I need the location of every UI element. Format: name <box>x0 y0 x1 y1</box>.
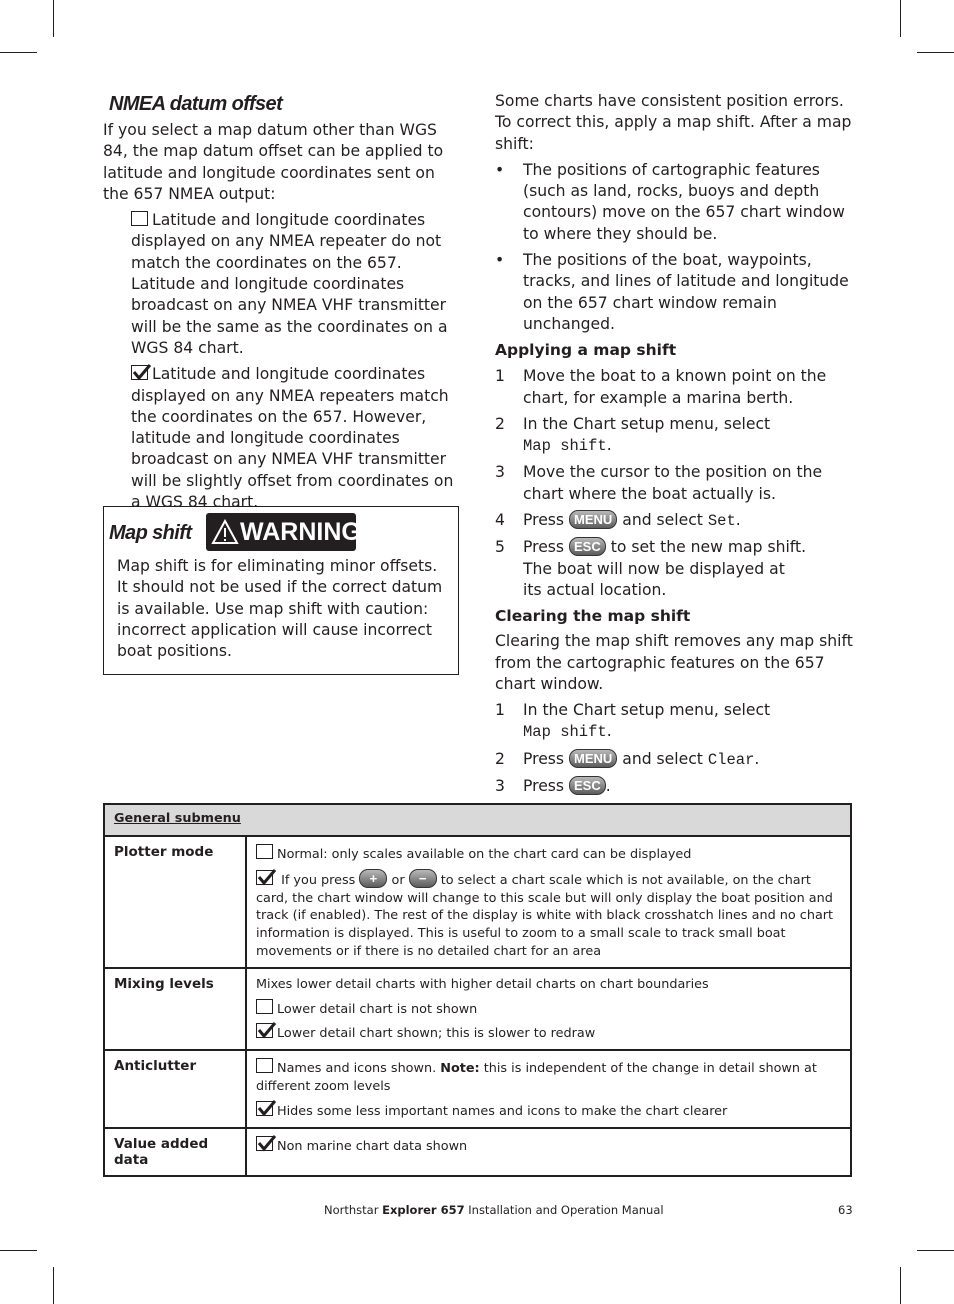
step-text: Press <box>523 749 565 768</box>
crop-mark <box>0 1250 37 1251</box>
step-text: In the Chart setup menu, select <box>523 701 771 720</box>
page-number: 63 <box>838 1203 853 1217</box>
crop-mark <box>53 1267 54 1304</box>
apply-step-1 <box>495 366 855 409</box>
option-checked <box>256 1023 841 1043</box>
step-number: 2 <box>495 414 505 433</box>
nmea-heading: NMEA datum offset <box>109 93 283 115</box>
step-number: 3 <box>495 463 505 482</box>
option-checked <box>256 869 841 961</box>
footer-brand: Northstar <box>324 1203 379 1217</box>
code-text: Map shift <box>523 437 607 456</box>
checkbox-unchecked-icon <box>256 1058 273 1073</box>
table-row <box>104 1050 851 1127</box>
step-text: Move the cursor to the position on the chart where the boat actually is. <box>523 463 823 503</box>
step-number: 3 <box>495 777 505 796</box>
step-text: and select <box>622 749 703 768</box>
checkbox-checked-icon <box>256 870 273 885</box>
table-row <box>104 836 851 968</box>
row-description: Mixes lower detail charts with higher detail charts on chart boundaries <box>256 976 709 992</box>
code-text: Set <box>707 512 736 531</box>
code-text: Map shift <box>523 723 607 742</box>
footer-title: Installation and Operation Manual <box>468 1203 664 1217</box>
warning-label: WARNING <box>240 518 361 546</box>
footer <box>324 1203 664 1217</box>
code-text: Clear <box>707 750 755 769</box>
mapshift-heading: Map shift <box>109 522 192 545</box>
step-number: 2 <box>495 749 505 768</box>
menu-key-icon: MENU <box>569 510 617 529</box>
apply-heading: Applying a map shift <box>495 341 677 360</box>
step-number: 1 <box>495 367 505 386</box>
table-row <box>104 1128 851 1176</box>
apply-step-2: 2 In the Chart setup menu, select Map shift. <box>495 414 771 456</box>
table-header-text: General submenu <box>114 811 241 826</box>
step-text: to set the new map shift. <box>610 538 807 557</box>
step-text: Press <box>523 777 565 796</box>
row-value <box>246 1050 851 1127</box>
nmea-unchecked-text: Latitude and longitude coordinates displayed on any NMEA repeater do not match the coordinates on the 657. Latitude and longitude coordinates broadcast on any NMEA VHF transmitter will be the same as the coordinates on a WGS 84 chart. <box>131 211 448 357</box>
table-row <box>104 968 851 1050</box>
option-text: Normal: only scales available on the chart card can be displayed <box>277 847 692 862</box>
warning-box <box>103 506 459 675</box>
clear-heading: Clearing the map shift <box>495 607 691 626</box>
plus-key-icon: + <box>359 869 387 888</box>
row-value <box>246 836 851 968</box>
row-value <box>246 1128 851 1176</box>
right-column <box>495 91 855 797</box>
option-text: Hides some less important names and icons to make the chart clearer <box>277 1103 728 1119</box>
step-text: Press <box>523 511 565 530</box>
row-label: Plotter mode <box>104 836 246 968</box>
step-number: 4 <box>495 511 505 530</box>
minus-key-icon: − <box>409 869 437 888</box>
checkbox-checked-icon <box>131 365 148 380</box>
step-number: 5 <box>495 538 505 557</box>
option-text: or <box>391 872 405 888</box>
option-text: this is independent of the change in detail shown at different zoom levels <box>256 1061 817 1094</box>
table-header-row <box>104 804 851 836</box>
option-text: If you press <box>281 872 356 888</box>
crop-mark <box>900 1267 901 1304</box>
apply-step-4: 4 Press MENU and select Set. <box>495 511 741 531</box>
esc-key-icon: ESC <box>569 537 606 556</box>
clear-intro: Clearing the map shift removes any map shift from the cartographic features on the 657 chart window. <box>495 632 853 693</box>
option-unchecked <box>256 999 841 1019</box>
row-value <box>246 968 851 1050</box>
option-checked <box>256 1101 841 1121</box>
row-label: Mixing levels <box>104 968 246 1050</box>
step-text: In the Chart setup menu, select <box>523 414 771 433</box>
bullet-item <box>495 250 855 335</box>
crop-mark <box>917 1250 954 1251</box>
note-label: Note: <box>440 1061 480 1077</box>
warning-badge <box>206 513 361 551</box>
clear-step-2: 2 Press MENU and select Clear. <box>495 749 760 769</box>
option-text: Non marine chart data shown <box>277 1138 468 1154</box>
checkbox-unchecked-icon <box>256 844 273 859</box>
warning-triangle-icon <box>211 519 239 545</box>
clear-step-3: 3 Press ESC . <box>495 776 855 797</box>
option-checked <box>256 1136 841 1156</box>
mapshift-intro: Some charts have consistent position errors. To correct this, apply a map shift. After a map shift: <box>495 92 852 153</box>
step-text: Move the boat to a known point on the chart, for example a marina berth. <box>523 367 827 407</box>
step-text: and select <box>622 511 703 530</box>
option-unchecked <box>256 1058 841 1096</box>
checkbox-checked-icon <box>256 1023 273 1038</box>
bullet-text: The positions of cartographic features (such as land, rocks, buoys and depth contours) move on the 657 chart window to where they should be. <box>523 160 845 243</box>
option-text: to select a chart scale which is not available, on the chart card, the chart window will change to this scale but will only display the boat position and track (if enabled). The rest of the display is white with black crosshatch lines and no chart information is displayed. This is useful to zoom to a small scale to track small boat movements or if there is no detailed chart for an area <box>256 872 834 959</box>
crop-mark <box>0 52 37 53</box>
checkbox-unchecked-icon <box>131 211 148 226</box>
footer-product: Explorer 657 <box>382 1203 465 1217</box>
option-unchecked <box>256 844 841 864</box>
row-label: Value added data <box>104 1128 246 1176</box>
checkbox-checked-icon <box>256 1136 273 1151</box>
nmea-intro: If you select a map datum other than WGS 84, the map datum offset can be applied to latitude and longitude coordinates sent on the 657 NMEA output: <box>103 121 444 203</box>
row-label: Anticlutter <box>104 1050 246 1127</box>
crop-mark <box>917 52 954 53</box>
option-text: Lower detail chart shown; this is slower to redraw <box>277 1026 596 1042</box>
menu-key-icon: MENU <box>569 749 617 768</box>
left-column <box>103 92 461 545</box>
table-header <box>104 804 851 836</box>
bullet-icon: • <box>495 251 505 270</box>
esc-key-icon: ESC <box>569 776 606 795</box>
bullet-icon: • <box>495 160 505 179</box>
option-text: Lower detail chart is not shown <box>277 1001 478 1017</box>
step-text: Press <box>523 538 565 557</box>
nmea-option-checked <box>131 364 461 513</box>
apply-step-5 <box>495 537 855 601</box>
step-number: 1 <box>495 701 505 720</box>
nmea-checked-text: Latitude and longitude coordinates displayed on any NMEA repeaters match the coordinates on the 657. However, latitude and longitude coordinates broadcast on any NMEA VHF transmitter will be slightly offset from coordinates on a WGS 84 chart. <box>131 365 454 512</box>
bullet-text: The positions of the boat, waypoints, tracks, and lines of latitude and longitude on the 657 chart window remain unchanged. <box>523 251 849 333</box>
checkbox-unchecked-icon <box>256 999 273 1014</box>
nmea-option-unchecked <box>131 210 461 359</box>
checkbox-checked-icon <box>256 1101 273 1116</box>
bullet-item <box>495 160 855 245</box>
crop-mark <box>900 0 901 37</box>
crop-mark <box>53 0 54 37</box>
general-submenu-table <box>103 803 852 1177</box>
apply-step-3 <box>495 462 855 505</box>
step-text: The boat will now be displayed at its actual location. <box>523 559 785 599</box>
clear-step-1: 1 In the Chart setup menu, select Map shift. <box>495 701 771 742</box>
warning-text: Map shift is for eliminating minor offsets. It should not be used if the correct datum is available. Use map shift with caution: incorrect application will cause incorrect boat positions. <box>117 557 443 661</box>
option-text: Names and icons shown. <box>277 1061 437 1077</box>
